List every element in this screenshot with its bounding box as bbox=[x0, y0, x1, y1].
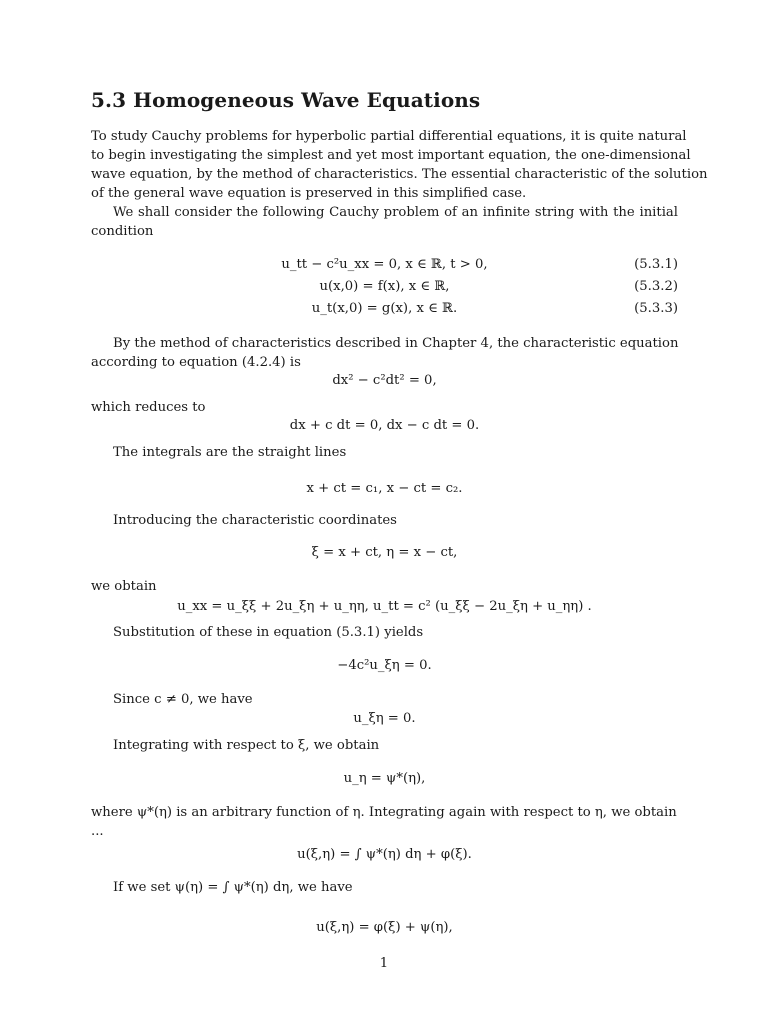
text-line: To study Cauchy problems for hyperbolic partial differential equations, it is quite natural bbox=[91, 129, 687, 144]
text-line: If we set ψ(η) = ∫ ψ*(η) dη, we have bbox=[113, 880, 353, 895]
consider-paragraph bbox=[91, 203, 678, 241]
u-eta-equation: u_η = ψ*(η), bbox=[343, 771, 426, 786]
text-line: we obtain bbox=[91, 579, 157, 594]
text-line: The integrals are the straight lines bbox=[113, 445, 347, 460]
equation-5-3-3: u_t(x,0) = g(x), x ∈ ℝ. bbox=[311, 301, 458, 316]
text-line: Introducing the characteristic coordinates bbox=[113, 513, 397, 528]
text-line: according to equation (4.2.4) is bbox=[91, 355, 301, 370]
equation-5-3-1: u_tt − c²u_xx = 0, x ∈ ℝ, t > 0, bbox=[281, 257, 488, 272]
text-line: We shall consider the following Cauchy problem of an infinite string with the initial bbox=[113, 205, 678, 220]
page-number: 1 bbox=[379, 956, 389, 971]
second-derivatives-equation: u_xx = u_ξξ + 2u_ξη + u_ηη, u_tt = c² (u_ξξ − 2u_ξη + u_ηη) . bbox=[177, 599, 592, 614]
text-line: By the method of characteristics described in Chapter 4, the characteristic equation bbox=[113, 336, 679, 351]
equation-number: (5.3.1) bbox=[634, 257, 678, 272]
intro-paragraph bbox=[91, 127, 708, 203]
text-line: Substitution of these in equation (5.3.1) yields bbox=[113, 625, 424, 640]
general-solution: u(ξ,η) = φ(ξ) + ψ(η), bbox=[316, 920, 453, 935]
equation-5-3-2: u(x,0) = f(x), x ∈ ℝ, bbox=[319, 279, 450, 294]
section-title: 5.3 Homogeneous Wave Equations bbox=[91, 88, 481, 112]
text-line: wave equation, by the method of characteristics. The essential characteristic of the solution bbox=[91, 167, 708, 182]
characteristic-coordinates: ξ = x + ct, η = x − ct, bbox=[311, 545, 458, 560]
reduced-equations: dx + c dt = 0, dx − c dt = 0. bbox=[289, 418, 480, 433]
text-line: condition bbox=[91, 224, 154, 239]
text-line: of the general wave equation is preserved in this simplified case. bbox=[91, 186, 527, 201]
substitution-result: −4c²u_ξη = 0. bbox=[337, 658, 432, 673]
text-line: to begin investigating the simplest and yet most important equation, the one-dimensional bbox=[91, 148, 691, 163]
mixed-derivative-zero: u_ξη = 0. bbox=[353, 711, 416, 726]
text-line: Since c ≠ 0, we have bbox=[113, 692, 253, 707]
characteristics-paragraph bbox=[91, 334, 678, 372]
integral-equation: u(ξ,η) = ∫ ψ*(η) dη + φ(ξ). bbox=[297, 847, 472, 862]
straight-lines-equation: x + ct = c₁, x − ct = c₂. bbox=[306, 481, 463, 496]
text-line: where ψ*(η) is an arbitrary function of η. Integrating again with respect to η, we obtain ... bbox=[91, 805, 677, 839]
text-line: Integrating with respect to ξ, we obtain bbox=[113, 738, 380, 753]
characteristic-equation: dx² − c²dt² = 0, bbox=[332, 373, 437, 388]
equation-number: (5.3.2) bbox=[634, 279, 678, 294]
text-line: which reduces to bbox=[91, 400, 206, 415]
equation-number: (5.3.3) bbox=[634, 301, 678, 316]
